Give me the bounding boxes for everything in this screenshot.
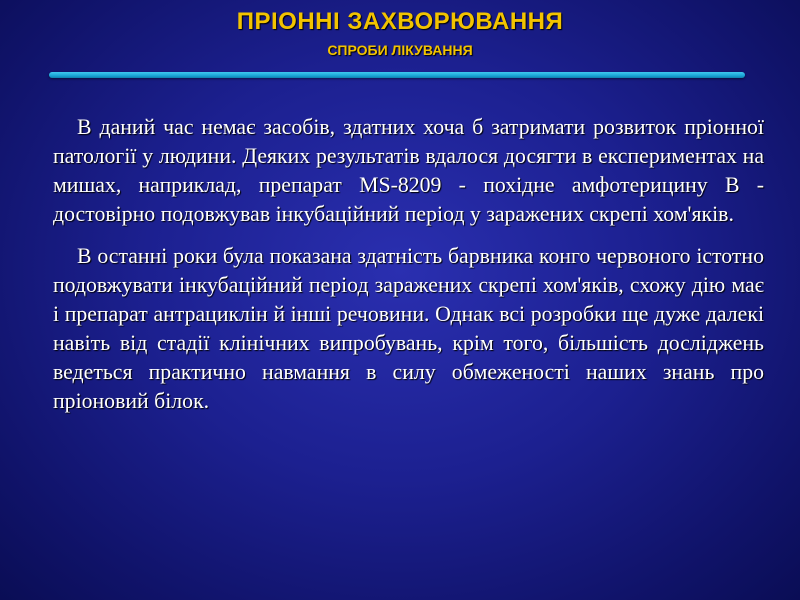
body-paragraph-1: В даний час немає засобів, здатних хоча б затримати розвиток пріонної патології у людини. Деяких результатів вдалося досягти в експериментах на мишах, наприклад, препарат MS-8209 - похідне амфотерицину В - достовірно подовжував інкубаційний період у заражених скрепі хом'яків. [53,115,764,226]
body-paragraph-2: В останні роки була показана здатність барвника конго червоного істотно подовжувати інкубаційний період заражених скрепі хом'яків, схожу дію має і препарат антрациклін й інші речовини. Однак всі розробки ще дуже далекі навіть від стадії клінічних випробувань, крім того, більшість досліджень ведеться практично навмання в силу обмеженості наших знань про пріоновий білок. [53,244,764,413]
slide-body [53,113,764,416]
slide-title: ПРІОННІ ЗАХВОРЮВАННЯ [236,8,564,35]
title-divider [49,72,745,78]
slide-subtitle: СПРОБИ ЛІКУВАННЯ [327,42,473,58]
